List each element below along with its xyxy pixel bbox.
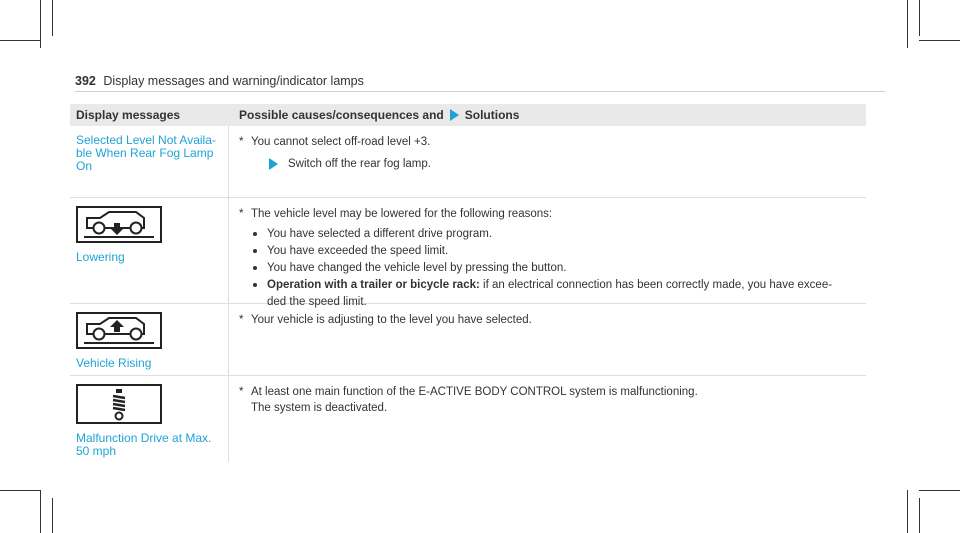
list-item	[251, 277, 856, 311]
crop-mark	[907, 0, 908, 48]
suspension-malfunction-icon	[76, 384, 162, 424]
crop-mark	[919, 490, 960, 491]
cause-text: Your vehicle is adjusting to the level you have selected.	[251, 314, 532, 326]
page-header	[75, 74, 364, 88]
page-title: Display messages and warning/indicator lamps	[103, 74, 364, 88]
header-rule	[75, 91, 885, 92]
cause-cell	[229, 304, 866, 375]
cause-text: You cannot select off-road level +3.	[251, 136, 431, 148]
table-row	[70, 304, 866, 376]
solution-line	[269, 156, 856, 172]
crop-mark	[0, 490, 40, 491]
list-item: You have changed the vehicle level by pressing the button.	[251, 260, 856, 277]
display-message: Malfunction Drive at Max. 50 mph	[76, 431, 212, 458]
cause-text: At least one main function of the E-ACTIVE BODY CONTROL system is malfunctioning.	[251, 386, 698, 398]
cause-marker: *	[239, 386, 244, 398]
message-cell	[70, 304, 229, 375]
messages-table	[70, 104, 866, 462]
list-item-continuation: ded the speed limit.	[267, 296, 367, 308]
cause-marker: *	[239, 208, 244, 220]
solution-arrow-icon	[269, 158, 278, 170]
display-message: Lowering	[76, 250, 125, 264]
list-item-text: if an electrical connection has been correctly made, you have excee-	[479, 279, 833, 291]
cause-line	[239, 312, 856, 328]
cause-cell	[229, 198, 866, 308]
list-item: You have exceeded the speed limit.	[251, 243, 856, 260]
solution-arrow-icon	[450, 109, 459, 121]
crop-mark	[40, 490, 41, 533]
cause-marker: *	[239, 136, 244, 148]
message-cell	[70, 376, 229, 462]
crop-mark	[40, 0, 41, 48]
table-row	[70, 126, 866, 198]
col-header-causes-label: Possible causes/consequences and	[239, 108, 444, 122]
crop-mark	[52, 0, 53, 36]
display-message: Vehicle Rising	[76, 356, 152, 370]
vehicle-lowering-icon	[76, 206, 162, 243]
cause-list	[251, 226, 856, 311]
table-header	[70, 104, 866, 126]
cause-cell	[229, 376, 866, 462]
list-item-bold: Operation with a trailer or bicycle rack:	[267, 279, 480, 291]
cause-line	[239, 206, 856, 222]
message-cell	[70, 126, 229, 197]
cause-marker: *	[239, 314, 244, 326]
table-row	[70, 198, 866, 308]
col-header-display-messages: Display messages	[76, 108, 181, 122]
solution-text: Switch off the rear fog lamp.	[288, 158, 431, 170]
crop-mark	[907, 490, 908, 533]
crop-mark	[919, 498, 920, 533]
col-header-causes	[229, 108, 866, 122]
page-number: 392	[75, 74, 96, 88]
cause-line	[239, 384, 856, 400]
vehicle-rising-icon	[76, 312, 162, 349]
table-row	[70, 376, 866, 462]
cause-line	[239, 134, 856, 150]
list-item: You have selected a different drive program.	[251, 226, 856, 243]
col-header-solutions-label: Solutions	[464, 108, 520, 122]
display-message: Selected Level Not Availa- ble When Rear Fog Lamp On	[76, 133, 216, 173]
cause-cell	[229, 126, 866, 197]
crop-mark	[0, 40, 40, 41]
crop-mark	[52, 498, 53, 533]
message-cell	[70, 198, 229, 303]
crop-mark	[919, 40, 960, 41]
cause-continuation: The system is deactivated.	[251, 402, 388, 414]
crop-mark	[919, 0, 920, 36]
cause-text: The vehicle level may be lowered for the following reasons:	[251, 208, 553, 220]
